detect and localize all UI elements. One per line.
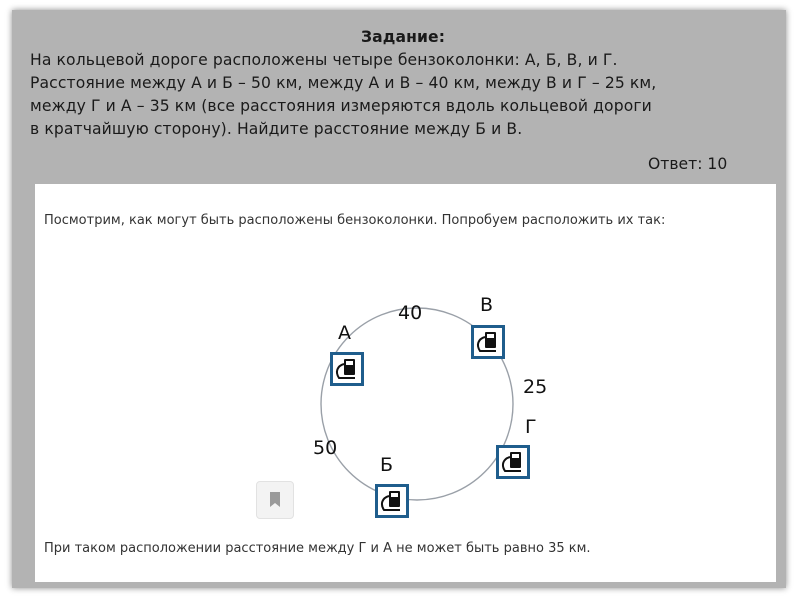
task-line: между Г и А – 35 км (все расстояния измеряются вдоль кольцевой дороги [30, 97, 652, 115]
station-v-label: В [480, 294, 494, 316]
station-g-icon [496, 445, 530, 483]
task-heading: Задание: [361, 28, 446, 46]
task-line: Расстояние между А и Б – 50 км, между А и В – 40 км, между В и Г – 25 км, [30, 74, 657, 92]
station-a-icon [330, 352, 364, 390]
ring-road-diagram [35, 184, 776, 586]
station-a-label: А [338, 322, 351, 344]
distance-a-b-label: 50 [313, 437, 338, 459]
task-line: в кратчайшую сторону). Найдите расстояние между Б и В. [30, 120, 523, 138]
task-text [30, 49, 775, 141]
station-g-label: Г [525, 416, 537, 438]
solution-card [35, 184, 776, 582]
ring-diagram-svg [35, 184, 776, 582]
solution-conclusion: При таком расположении расстояние между Г и А не может быть равно 35 км. [44, 541, 591, 556]
station-b-label: Б [380, 454, 394, 476]
bookmark-button[interactable] [256, 481, 294, 519]
task-line: На кольцевой дороге расположены четыре бензоколонки: А, Б, В, и Г. [30, 51, 618, 69]
station-v-icon [471, 325, 505, 363]
solution-intro: Посмотрим, как могут быть расположены бензоколонки. Попробуем расположить их так: [44, 213, 666, 228]
answer-text: Ответ: 10 [648, 155, 728, 173]
slide [12, 10, 786, 588]
bookmark-icon [269, 492, 281, 507]
station-b-icon [375, 484, 409, 522]
distance-a-v-label: 40 [398, 302, 423, 324]
distance-v-g-label: 25 [523, 376, 548, 398]
